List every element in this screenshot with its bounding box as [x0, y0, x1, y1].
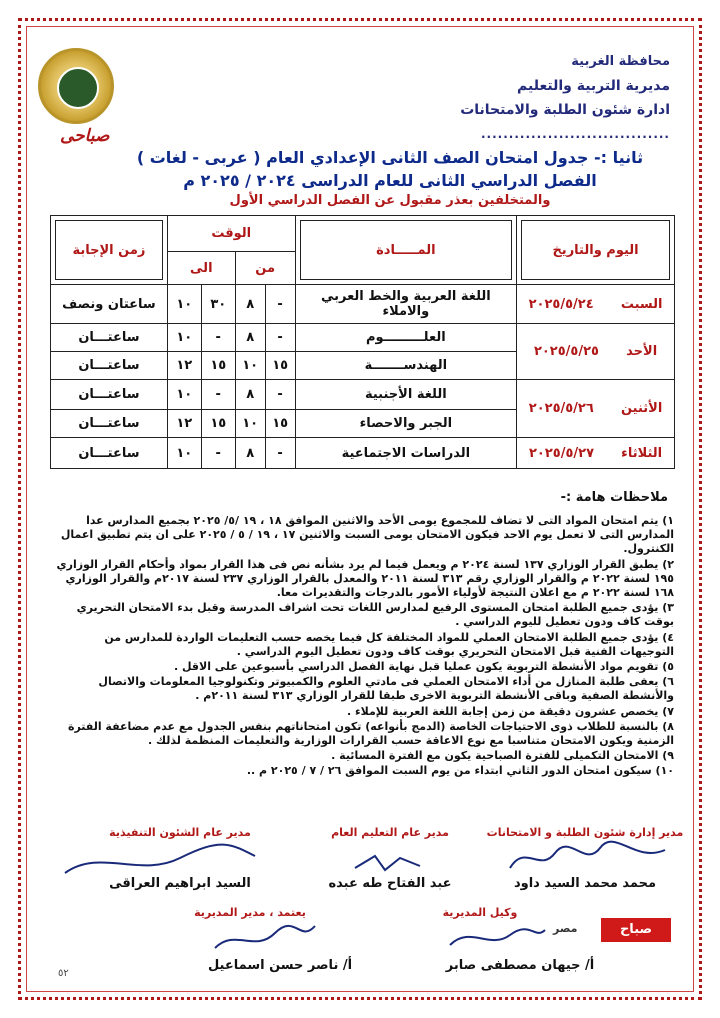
duration-cell: ساعتان ونصف: [51, 285, 168, 324]
signer-role: مدير عام الشئون التنفيذية: [109, 826, 251, 839]
department-name: ادارة شئون الطلبة والامتحانات: [460, 102, 670, 118]
duration-cell: ساعتـــان: [51, 410, 168, 438]
signer-name-1-wrap: [480, 876, 690, 891]
signature-scribble-1: [505, 838, 675, 878]
header-duration: زمن الإجابة: [51, 216, 168, 285]
schedule-title: ثانيا :- جدول امتحان الصف الثانى الإعدادي العام ( عربى - لغات ): [136, 148, 644, 167]
from-hour: ٨: [235, 324, 265, 352]
table-row: [51, 438, 675, 469]
day-cell: الثلاثاء ٢٠٢٥/٥/٢٧: [517, 438, 675, 469]
from-minute: -: [265, 438, 295, 469]
signer-name: أ/ ناصر حسن اسماعيل: [207, 958, 353, 973]
watermark-logo: [553, 918, 671, 942]
signer-name-5-wrap: [180, 958, 380, 973]
note-item: ١) يتم امتحان المواد التى لا تضاف للمجموع يومى الأحد والاثنين الموافق ١٨ ، ١٩ /٥/ ٢٠٢٥ بجميع المدارس عدا المدارس التى لا تعمل يوم الاحد فيكون الامتحان يومى السبت والاثنين ١٧ ، ١٩ / ٥ / ٢٠٢٥ على ان يتم تطبيق اعمال الكنترول.: [60, 514, 674, 556]
from-hour: ١٠: [235, 352, 265, 380]
table-row: [51, 324, 675, 352]
schedule-note: والمتخلفين بعذر مقبول عن الفصل الدراسي الأول: [229, 193, 551, 208]
signer-role: وكيل المديرية: [442, 906, 518, 919]
from-hour: ٨: [235, 380, 265, 410]
to-hour: ١٢: [167, 352, 201, 380]
signature-scribble-2: [345, 848, 435, 878]
note-item: ١٠) سيكون امتحان الدور الثاني ابتداء من يوم السبت الموافق ٢٦ / ٧ / ٢٠٢٥ م ..: [246, 764, 674, 778]
note-item: ٣) يؤدى جميع الطلبة امتحان المستوى الرفيع لمدارس اللغات تحت اشراف المدرسة وقبل بدء الامتحان التحريري بوقت كاف ودون تعطيل لليوم الدراسي .: [76, 601, 674, 629]
to-minute: -: [201, 438, 235, 469]
to-minute: ١٥: [201, 352, 235, 380]
signer-name: السيد ابراهيم العراقى: [109, 876, 251, 891]
watermark-box: صباح: [601, 918, 671, 942]
header-from: من: [235, 252, 295, 285]
signature-scribble-4: [440, 920, 550, 955]
exam-schedule-table: [50, 215, 675, 469]
directorate-name: مديرية التربية والتعليم: [517, 78, 670, 94]
governorate-name: محافظة الغربية: [571, 54, 670, 69]
header-day-date: اليوم والتاريخ: [517, 216, 675, 285]
watermark-text: مصر: [553, 922, 578, 935]
from-minute: -: [265, 324, 295, 352]
signature-block-2: [290, 826, 490, 839]
from-minute: -: [265, 285, 295, 324]
signer-name: محمد محمد السيد داود: [513, 876, 657, 891]
from-minute: ١٥: [265, 410, 295, 438]
shift-badge: صباحى: [60, 126, 110, 146]
subject-cell: الجبر والاحصاء: [295, 410, 517, 438]
signature-block-4: [400, 906, 560, 919]
subject-cell: اللغة الأجنبية: [295, 380, 517, 410]
duration-cell: ساعتـــان: [51, 324, 168, 352]
subject-cell: الهندســـــــة: [295, 352, 517, 380]
from-hour: ٨: [235, 285, 265, 324]
to-minute: ٣٠: [201, 285, 235, 324]
note-item: ٢) يطبق القرار الوزاري ١٣٧ لسنة ٢٠٢٤ م ويعمل فيما لم يرد بشأنه نص فى هذا القرار بمواد وأحكام القرار الوزاري ١٩٥ لسنة ٢٠٢٢ م والقرار الوزاري رقم ٣١٣ لسنة ٢٠١١ والمعدل بالقرار الوزاري ٢٣٧ لسنة ٢٠١٧م والقرار الوزاري ١٦٨ لسنة ٢٠٢٢ م مع اعلان النتيجة لأولياء الأمور بالدرجات والتقديرات معا.: [56, 557, 674, 600]
signer-role: مدير إدارة شئون الطلبة و الامتحانات: [486, 826, 684, 839]
from-minute: -: [265, 380, 295, 410]
header-time: الوقت: [167, 216, 295, 252]
note-item: ٧) يخصص عشرون دقيقة من زمن إجابة اللغة العربية للإملاء .: [347, 704, 674, 718]
header-block: [460, 50, 670, 146]
signer-name: أ/ جيهان مصطفى صابر: [445, 958, 595, 973]
duration-cell: ساعتـــان: [51, 352, 168, 380]
to-hour: ١٢: [167, 410, 201, 438]
note-item: ٨) بالنسبة للطلاب ذوى الاحتياجات الخاصة (الدمج بأنواعه) تكون امتحاناتهم بنفس الجدول مع عدم مضاعفة الفترة الزمنية ويكون الامتحان متناسبا مع نوع الاعاقة حسب القرارات الوزارية والتعليمات المنظمة لذلك .: [67, 719, 674, 748]
page-mark: ٥٢: [58, 968, 69, 979]
signer-name-4-wrap: [420, 958, 620, 973]
to-hour: ١٠: [167, 285, 201, 324]
signer-name-2-wrap: [290, 876, 490, 891]
note-item: ٦) يعفى طلبة المنازل من أداء الامتحان العملي فى مادتي العلوم والكمبيوتر وتكنولوجيا المعلومات والاتصال والأنشطة الصفية وباقى الأنشطة التربوية الاخرى طبقا للقرار الوزاري ٣١٣ لسنة ٢٠١١م .: [98, 675, 674, 703]
subject-cell: اللغة العربية والخط العربي والاملاء: [295, 285, 517, 324]
day-cell: السبت ٢٠٢٥/٥/٢٤: [517, 285, 675, 324]
note-item: ٩) الامتحان التكميلى للفترة الصباحية يكون مع الفترة المسائية .: [331, 749, 674, 763]
signer-name-3-wrap: [80, 876, 280, 891]
header-to: الى: [167, 252, 235, 285]
header-dots: ..................................: [481, 127, 670, 141]
to-hour: ١٠: [167, 324, 201, 352]
notes-list: [50, 514, 674, 780]
to-hour: ١٠: [167, 438, 201, 469]
day-cell: الأحد ٢٠٢٥/٥/٢٥: [517, 324, 675, 380]
to-minute: -: [201, 380, 235, 410]
schedule-subtitle: الفصل الدراسي الثانى للعام الدراسى ٢٠٢٤ / ٢٠٢٥ م: [183, 171, 597, 190]
subject-cell: العلـــــــــوم: [295, 324, 517, 352]
from-minute: ١٥: [265, 352, 295, 380]
signer-name: عبد الفتاح طه عبده: [328, 876, 452, 891]
from-hour: ١٠: [235, 410, 265, 438]
signer-role: يعتمد ، مدير المديرية: [194, 906, 306, 919]
table-row: [51, 380, 675, 410]
notes-heading: ملاحظات هامة :-: [560, 490, 668, 505]
to-minute: -: [201, 324, 235, 352]
from-hour: ٨: [235, 438, 265, 469]
note-item: ٤) يؤدى جميع الطلبة الامتحان العملي للمواد المختلفة كل فيما يخصه حسب التعليمات الواردة للمدارس من التوجيهات الفنية قبل الامتحان التحريري بوقت كاف ودون تعطيل اليوم الدراسي .: [104, 630, 674, 658]
duration-cell: ساعتـــان: [51, 380, 168, 410]
subject-cell: الدراسات الاجتماعية: [295, 438, 517, 469]
table-row: [51, 285, 675, 324]
day-cell: الأثنين ٢٠٢٥/٥/٢٦: [517, 380, 675, 438]
signature-scribble-5: [210, 918, 320, 958]
duration-cell: ساعتـــان: [51, 438, 168, 469]
ministry-logo: [38, 48, 114, 124]
to-minute: ١٥: [201, 410, 235, 438]
header-subject: المـــــادة: [295, 216, 517, 285]
to-hour: ١٠: [167, 380, 201, 410]
signer-role: مدير عام التعليم العام: [331, 826, 449, 839]
note-item: ٥) تقويم مواد الأنشطة التربوية يكون عمليا قبل نهاية الفصل الدراسي بأسبوعين على الاقل .: [173, 660, 674, 674]
